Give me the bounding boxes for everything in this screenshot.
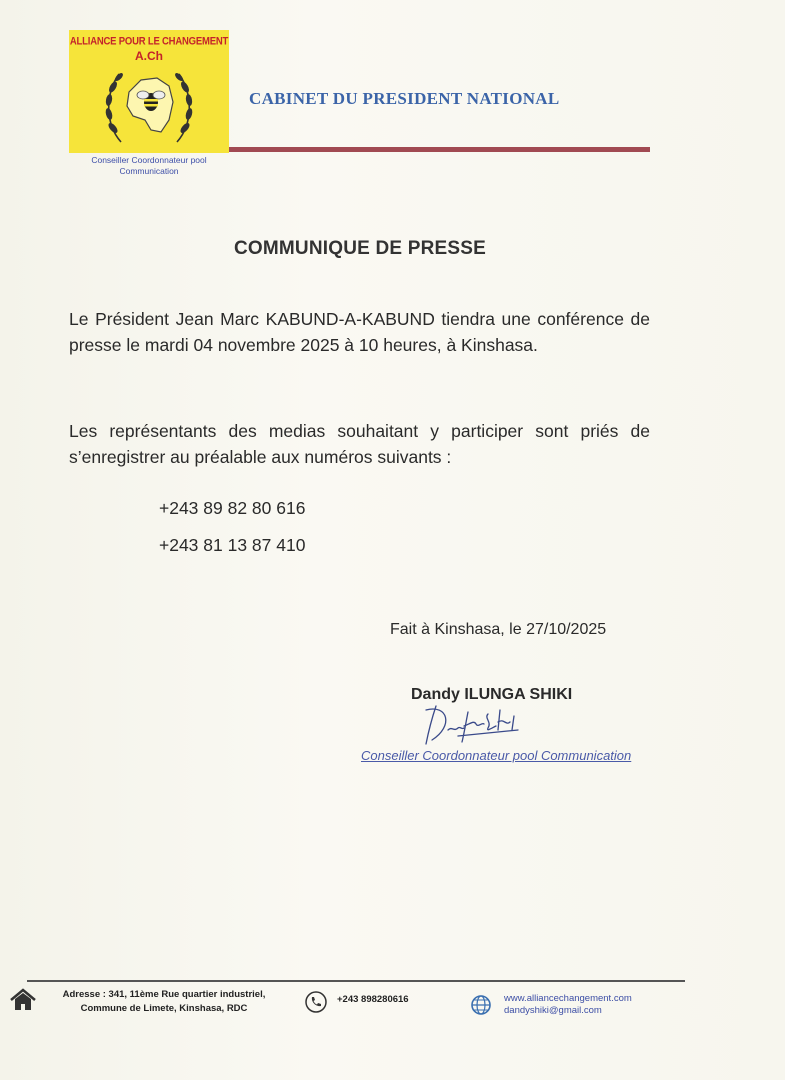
header-divider [229,147,650,152]
logo-subtitle-line2: Communication [119,166,179,176]
globe-icon [470,994,492,1016]
logo-party-name: ALLIANCE POUR LE CHANGEMENT [69,34,229,49]
footer-website-link[interactable]: www.alliancechangement.com [504,993,632,1004]
party-logo [69,30,229,153]
footer-address-line1: Adresse : 341, 11ème Rue quartier industriel, [62,989,266,1000]
document-title: COMMUNIQUE DE PRESSE [233,238,487,259]
place-and-date: Fait à Kinshasa, le 27/10/2025 [390,621,607,638]
paragraph-announcement: Le Président Jean Marc KABUND-A-KABUND tiendra une conférence de presse le mardi 04 novembre 2025 à 10 heures, à Kinshasa. [69,309,650,355]
home-icon [9,988,37,1012]
footer-address [44,988,284,1016]
footer-email-link[interactable]: dandyshiki@gmail.com [504,1005,602,1016]
phone-icon [304,990,328,1014]
contact-phone-1: +243 89 82 80 616 [159,498,306,518]
footer-divider [27,980,685,982]
logo-subtitle [69,155,229,177]
footer-web [504,993,632,1017]
signer-role: Conseiller Coordonnateur pool Communication [361,748,632,763]
handwritten-signature [418,700,528,748]
footer-phone: +243 898280616 [337,994,409,1005]
contact-phone-2: +243 81 13 87 410 [159,535,306,555]
laurel-icon [99,62,199,150]
footer-address-line2: Commune de Limete, Kinshasa, RDC [80,1003,248,1014]
paragraph-registration: Les représentants des medias souhaitant y participer sont priés de s’enregistrer au préalable aux numéros suivants : [69,421,650,467]
signer-name: Dandy ILUNGA SHIKI [411,686,573,703]
cabinet-heading: CABINET DU PRESIDENT NATIONAL [249,89,560,108]
logo-subtitle-line1: Conseiller Coordonnateur pool [91,155,207,165]
logo-abbreviation: A.Ch [135,49,163,63]
